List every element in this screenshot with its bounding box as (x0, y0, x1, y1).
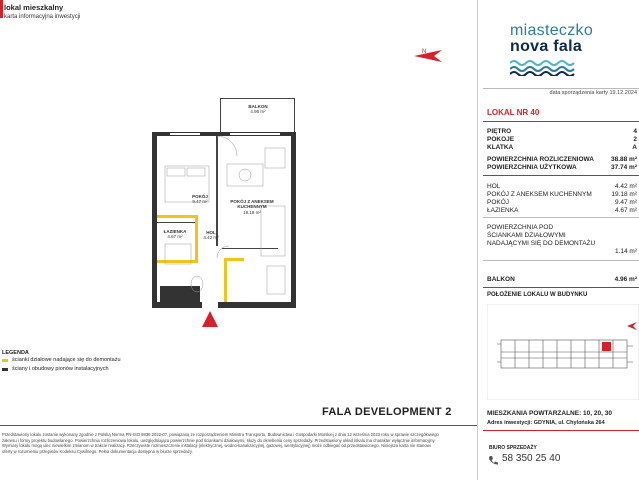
rooms-divider (483, 217, 639, 218)
brand-waves-icon (510, 58, 576, 76)
legal-footnote: Przedstawiony lokalu zostanie wykonany zgodnie z Polską Normą PN-ISO 9836:2022-07, powiązaną ze rozporządzeniem Ministra Transportu, Budownictwa i Gospodarki Morskiej z dnia 12 września 2023 roku w sprawie szczegółowego zakresu i formy projektu budowlanego. Powierzchnia rozliczeniowa lokalu, uwzględniająca powierzchnie pod ściankami działowymi, służy do określenia ceny sprzedaży. Przedstawiony układ lokalu ma charakter wyłącznie informacyjny. Wymiary lokalu mogą ulec niewielkim zmianom w trakcie realizacji. Rzeczywiste rozmieszczenie instalacji (elektrycznej, wodno-kanalizacyjnej, gazowej, wentylacyjnej) może odbiegać od przedstawionego. Niniejsza karta nie stanowi oferty w rozumieniu przepisów Kodeksu Cywilnego. Pełna dokumentacja dostępna w biurze sprzedaży. (2, 432, 439, 455)
location-title: POŁOŻENIE LOKALU W BUDYNKU (487, 292, 588, 298)
developer-name: FALA DEVELOPMENT 2 (322, 406, 452, 418)
room-row: POKÓJ 9.47 m² (487, 199, 637, 206)
card-date: data sporządzenia karty 19.12.2024 (549, 90, 637, 96)
footer-divider (0, 425, 477, 426)
balcony-wall (294, 98, 295, 134)
outer-wall-bottom (218, 302, 296, 308)
repeat-units: MIESZKANIA POWTARZALNE: 10, 20, 30 (487, 410, 612, 417)
legend-item: ścianki działowe nadające się do demontażu (12, 357, 121, 363)
spec-floor: PIĘTRO 4 (487, 128, 637, 135)
room-row: POKÓJ Z ANEKSEM KUCHENNYM 19.18 m² (487, 191, 637, 198)
spec-rooms: POKOJE 2 (487, 136, 637, 143)
legend-swatch-yellow (2, 359, 8, 362)
spec-balcony: BALKON 4.96 m² (487, 276, 637, 283)
room-row: HOL 4.42 m² (487, 183, 637, 190)
outer-wall-right (291, 132, 296, 308)
sales-office-label: BIURO SPRZEDAŻY (489, 445, 537, 451)
room-label-lazienka: ŁAZIENKA 4.67 m² (163, 229, 187, 240)
investment-address: Adres inwestycji: GDYNIA, ul. Chylońska 264 (487, 420, 605, 426)
legend-item: ściany i obudowy pionów instalacyjnych (12, 366, 109, 372)
window (170, 133, 200, 135)
column-divider (477, 0, 478, 480)
spec-billing-area: POWIERZCHNIA ROZLICZENIOWA 38.88 m² (487, 156, 637, 163)
phone-icon (488, 455, 498, 465)
spec-usable-area: POWIERZCHNIA UŻYTKOWA 37.74 m² (487, 164, 637, 171)
spec-staircase: KLATKA A (487, 144, 637, 151)
room-label-hol: HOL 4.42 m² (203, 230, 219, 241)
balcony-divider (483, 287, 639, 288)
room-row: ŁAZIENKA 4.67 m² (487, 207, 637, 214)
date-divider (483, 88, 639, 89)
legend-title: LEGENDA (2, 350, 29, 356)
entrance-arrow-icon (201, 310, 219, 328)
address-divider (483, 430, 639, 431)
unit-title: LOKAL NR 40 (487, 108, 540, 117)
room-label-balkon: BALKON 4.96 m² (248, 104, 268, 115)
brand-logo-line2: nova fala (510, 38, 583, 55)
page-subtitle: karta informacyjna inwestycji (4, 14, 81, 20)
balcony-wall (220, 98, 221, 134)
balcony-rail (220, 98, 295, 99)
svg-text:N: N (422, 49, 427, 55)
unit-title-divider (483, 121, 639, 122)
sales-phone[interactable]: 58 350 25 40 (502, 453, 561, 464)
window (230, 133, 280, 135)
brand-logo-line1: miasteczko (510, 22, 594, 39)
under-walls-value: 1.14 m² (614, 248, 637, 255)
outer-wall-bottom (152, 302, 202, 308)
building-location-map (487, 304, 639, 400)
under-walls-label: POWIERZCHNIA POD ŚCIANKAMI DZIAŁOWYMI NADAJĄCYMI SIĘ DO DEMONTAŻU (487, 224, 596, 248)
areas-divider (483, 175, 639, 176)
room-label-pokoj-aneks: POKÓJ Z ANEKSEM KUCHENNYM 19.18 m² (230, 199, 274, 215)
legend-swatch-dark (2, 368, 8, 371)
furniture-sketch (157, 136, 291, 302)
under-walls-divider (483, 260, 639, 261)
page-title: lokal mieszkalny (4, 3, 64, 12)
room-label-pokoj: POKÓJ 9.47 m² (192, 194, 208, 205)
